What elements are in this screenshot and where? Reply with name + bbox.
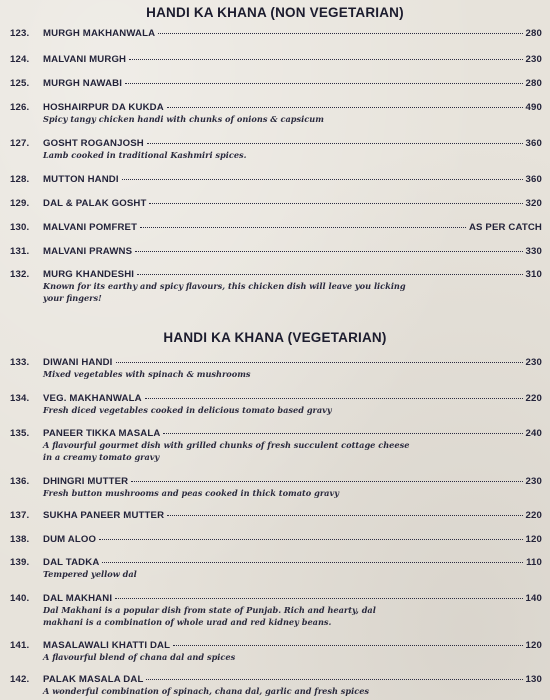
item-price: 280 bbox=[525, 78, 542, 89]
dot-leader bbox=[140, 227, 466, 228]
dot-leader bbox=[149, 203, 522, 204]
item-price: 110 bbox=[526, 557, 542, 568]
item-price: 280 bbox=[525, 28, 542, 39]
item-price: 220 bbox=[525, 510, 542, 521]
item-number: 139. bbox=[10, 557, 30, 568]
item-number: 132. bbox=[10, 269, 30, 280]
menu-item-line bbox=[10, 268, 542, 281]
item-name: MALVANI POMFRET bbox=[43, 222, 138, 233]
item-name: DHINGRI MUTTER bbox=[43, 476, 129, 487]
item-description: in a creamy tomato gravy bbox=[43, 451, 160, 462]
item-name: MURG KHANDESHI bbox=[43, 269, 135, 280]
item-number: 124. bbox=[10, 54, 30, 65]
menu-item-line bbox=[10, 509, 542, 522]
item-price: 490 bbox=[525, 102, 542, 113]
dot-leader bbox=[167, 515, 522, 516]
item-number: 134. bbox=[10, 393, 30, 404]
menu-item bbox=[10, 392, 542, 417]
item-description: Known for its earthy and spicy flavours, this chicken dish will leave you licking bbox=[43, 281, 406, 291]
menu-item bbox=[10, 356, 542, 381]
item-description: A flavourful gourmet dish with grilled chunks of fresh succulent cottage cheese bbox=[43, 440, 410, 450]
item-number: 138. bbox=[10, 534, 30, 545]
menu-item-line bbox=[10, 221, 542, 234]
menu-item bbox=[10, 53, 542, 66]
menu-item bbox=[10, 197, 542, 210]
menu-item bbox=[10, 245, 542, 258]
dot-leader bbox=[131, 481, 522, 482]
item-name: MASALAWALI KHATTI DAL bbox=[43, 640, 171, 651]
dot-leader bbox=[122, 179, 523, 180]
item-description: Fresh diced vegetables cooked in delicious tomato based gravy bbox=[43, 405, 332, 415]
menu-item-line bbox=[10, 392, 542, 405]
menu-item bbox=[10, 427, 542, 463]
item-name: DAL MAKHANI bbox=[43, 593, 113, 604]
dot-leader bbox=[137, 274, 522, 275]
item-description: A flavourful blend of chana dal and spices bbox=[43, 652, 236, 662]
menu-item-line bbox=[10, 592, 542, 605]
item-number: 142. bbox=[10, 674, 30, 685]
menu-item bbox=[10, 137, 542, 162]
menu-item bbox=[10, 101, 542, 126]
menu-item-line bbox=[10, 53, 542, 66]
item-name: MURGH MAKHANWALA bbox=[43, 28, 156, 39]
dot-leader bbox=[115, 598, 522, 599]
menu-item-line bbox=[10, 197, 542, 210]
item-description: Tempered yellow dal bbox=[43, 569, 137, 579]
menu-item-line bbox=[10, 27, 542, 40]
item-description: Mixed vegetables with spinach & mushrooms bbox=[43, 369, 251, 379]
item-price: AS PER CATCH bbox=[468, 222, 542, 233]
item-description: Fresh button mushrooms and peas cooked in thick tomato gravy bbox=[43, 488, 339, 498]
menu-item-line bbox=[10, 475, 542, 488]
menu-item-line bbox=[10, 427, 542, 440]
menu-item bbox=[10, 27, 542, 40]
item-price: 220 bbox=[525, 393, 542, 404]
item-price: 120 bbox=[525, 640, 542, 651]
menu-item bbox=[10, 639, 542, 664]
section-title-veg: HANDI KA KHANA (VEGETARIAN) bbox=[163, 330, 387, 345]
item-price: 230 bbox=[525, 54, 542, 65]
item-number: 131. bbox=[10, 246, 30, 257]
menu-item-line bbox=[10, 673, 542, 686]
menu-item-line bbox=[10, 101, 542, 114]
section-title-non-veg: HANDI KA KHANA (NON VEGETARIAN) bbox=[146, 5, 404, 20]
item-price: 310 bbox=[525, 269, 542, 280]
menu-item-line bbox=[10, 137, 542, 150]
item-price: 130 bbox=[525, 674, 542, 685]
item-number: 123. bbox=[10, 28, 30, 39]
dot-leader bbox=[125, 83, 522, 84]
dot-leader bbox=[145, 398, 523, 399]
menu-item-line bbox=[10, 173, 542, 186]
item-number: 135. bbox=[10, 428, 30, 439]
item-name: PALAK MASALA DAL bbox=[43, 674, 144, 685]
item-name: SUKHA PANEER MUTTER bbox=[43, 510, 165, 521]
menu-item-line bbox=[10, 356, 542, 369]
item-name: MURGH NAWABI bbox=[43, 78, 123, 89]
menu-item bbox=[10, 77, 542, 90]
item-price: 230 bbox=[525, 357, 542, 368]
menu-item bbox=[10, 268, 542, 304]
item-price: 320 bbox=[525, 198, 542, 209]
dot-leader bbox=[158, 33, 522, 34]
item-number: 140. bbox=[10, 593, 30, 604]
menu-item bbox=[10, 173, 542, 186]
item-description: Spicy tangy chicken handi with chunks of onions & capsicum bbox=[43, 114, 324, 124]
dot-leader bbox=[146, 679, 522, 680]
dot-leader bbox=[129, 59, 522, 60]
menu-item bbox=[10, 556, 542, 581]
menu-item-line bbox=[10, 533, 542, 546]
dot-leader bbox=[135, 251, 522, 252]
item-name: MALVANI MURGH bbox=[43, 54, 127, 65]
dot-leader bbox=[167, 107, 523, 108]
item-price: 120 bbox=[525, 534, 542, 545]
menu-item bbox=[10, 221, 542, 234]
item-number: 130. bbox=[10, 222, 30, 233]
item-name: DIWANI HANDI bbox=[43, 357, 113, 368]
item-name: VEG. MAKHANWALA bbox=[43, 393, 142, 404]
item-price: 360 bbox=[525, 174, 542, 185]
item-description: your fingers! bbox=[43, 292, 102, 303]
dot-leader bbox=[102, 562, 523, 563]
menu-item bbox=[10, 673, 542, 698]
item-price: 140 bbox=[525, 593, 542, 604]
item-number: 133. bbox=[10, 357, 30, 368]
menu-item bbox=[10, 592, 542, 628]
item-price: 330 bbox=[525, 246, 542, 257]
item-name: PANEER TIKKA MASALA bbox=[43, 428, 161, 439]
menu-item-line bbox=[10, 77, 542, 90]
item-number: 125. bbox=[10, 78, 30, 89]
item-name: DAL TADKA bbox=[43, 557, 100, 568]
item-number: 127. bbox=[10, 138, 30, 149]
item-number: 129. bbox=[10, 198, 30, 209]
item-name: GOSHT ROGANJOSH bbox=[43, 138, 144, 149]
item-name: HOSHAIRPUR DA KUKDA bbox=[43, 102, 164, 113]
item-number: 141. bbox=[10, 640, 30, 651]
item-name: MALVANI PRAWNS bbox=[43, 246, 133, 257]
menu-item bbox=[10, 475, 542, 500]
menu-item bbox=[10, 509, 542, 522]
item-price: 240 bbox=[525, 428, 542, 439]
item-description: makhani is a combination of whole urad and red kidney beans. bbox=[43, 616, 332, 627]
item-number: 126. bbox=[10, 102, 30, 113]
menu-item-line bbox=[10, 245, 542, 258]
dot-leader bbox=[99, 539, 522, 540]
dot-leader bbox=[173, 645, 522, 646]
item-description: Dal Makhani is a popular dish from state of Punjab. Rich and hearty, dal bbox=[43, 605, 376, 615]
item-description: A wonderful combination of spinach, chana dal, garlic and fresh spices bbox=[43, 686, 370, 696]
item-number: 128. bbox=[10, 174, 30, 185]
item-name: DAL & PALAK GOSHT bbox=[43, 198, 147, 209]
item-number: 137. bbox=[10, 510, 30, 521]
item-price: 360 bbox=[525, 138, 542, 149]
item-price: 230 bbox=[525, 476, 542, 487]
menu-item-line bbox=[10, 556, 542, 569]
dot-leader bbox=[163, 433, 522, 434]
item-name: MUTTON HANDI bbox=[43, 174, 119, 185]
menu-item bbox=[10, 533, 542, 546]
item-description: Lamb cooked in traditional Kashmiri spices. bbox=[43, 150, 247, 160]
item-name: DUM ALOO bbox=[43, 534, 97, 545]
dot-leader bbox=[147, 143, 523, 144]
item-number: 136. bbox=[10, 476, 30, 487]
dot-leader bbox=[116, 362, 523, 363]
menu-item-line bbox=[10, 639, 542, 652]
